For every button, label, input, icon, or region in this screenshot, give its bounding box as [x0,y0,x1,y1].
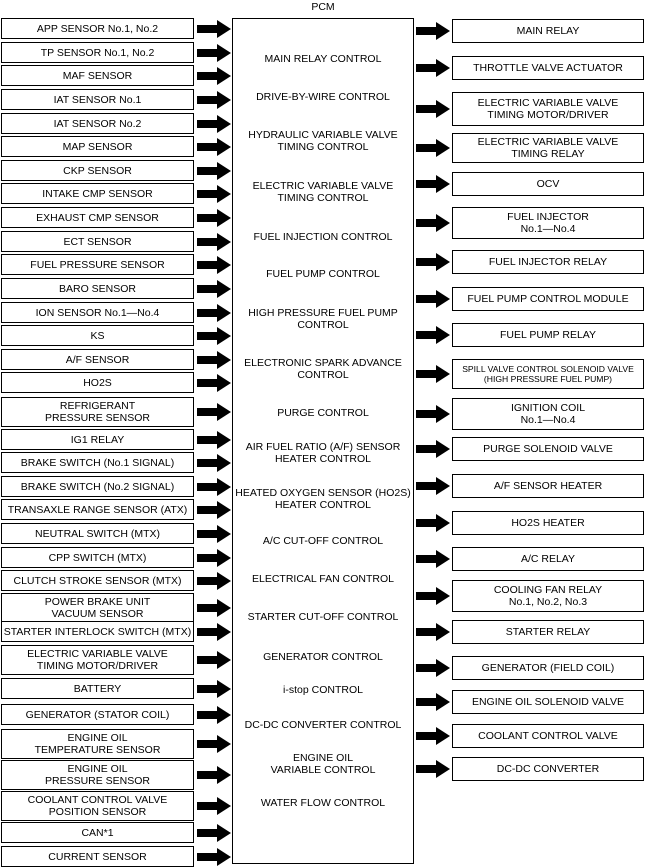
pcm-function-7: HIGH PRESSURE FUEL PUMP CONTROL [248,307,398,331]
input-signal-34 [1,846,194,867]
output-device-2 [452,56,644,80]
input-signal-33-label: CAN*1 [81,826,114,839]
input-signal-18-label: IG1 RELAY [70,433,125,446]
input-signal-12-label: BARO SENSOR [58,282,137,295]
input-signal-28-label: BATTERY [73,682,122,695]
output-device-12-label: PURGE SOLENOID VALVE [483,443,613,455]
output-device-1 [452,19,644,43]
output-device-2-label: THROTTLE VALVE ACTUATOR [473,62,623,74]
input-signal-23 [1,547,194,568]
input-signal-32-label: COOLANT CONTROL VALVE POSITION SENSOR [27,794,168,818]
output-device-16-label: COOLING FAN RELAY No.1, No.2, No.3 [493,584,603,608]
output-device-4-label: ELECTRIC VARIABLE VALVE TIMING RELAY [477,136,619,160]
input-signal-32 [1,791,194,821]
output-device-17-label: STARTER RELAY [505,626,591,638]
input-signal-25 [1,593,194,623]
pcm-function-2: DRIVE-BY-WIRE CONTROL [256,91,390,103]
input-signal-9 [1,207,194,228]
input-signal-17-label: REFRIGERANT PRESSURE SENSOR [44,400,151,424]
input-arrow-21 [197,501,231,519]
output-device-3 [452,92,644,126]
input-arrow-30 [197,735,231,753]
output-arrow-21 [416,760,450,778]
input-signal-26-label: STARTER INTERLOCK SWITCH (MTX) [3,625,192,638]
input-signal-19 [1,452,194,473]
output-device-4 [452,133,644,163]
input-signal-27-label: ELECTRIC VARIABLE VALVE TIMING MOTOR/DRIVER [27,648,168,672]
input-signal-15-label: A/F SENSOR [65,353,130,366]
pcm-function-4: ELECTRIC VARIABLE VALVE TIMING CONTROL [252,180,394,204]
input-signal-8-label: INTAKE CMP SENSOR [42,187,153,200]
output-arrow-9 [416,326,450,344]
output-arrow-16 [416,587,450,605]
output-device-11 [452,398,644,430]
output-arrow-7 [416,253,450,271]
input-arrow-27 [197,651,231,669]
input-arrow-22 [197,525,231,543]
input-arrow-10 [197,233,231,251]
input-signal-16-label: HO2S [83,376,112,389]
input-arrow-20 [197,478,231,496]
input-signal-17 [1,397,194,427]
output-arrow-8 [416,290,450,308]
output-device-11-label: IGNITION COIL No.1—No.4 [510,402,586,426]
input-signal-14 [1,325,194,346]
input-signal-2 [1,42,194,63]
pcm-function-6: FUEL PUMP CONTROL [266,268,380,280]
input-arrow-25 [197,599,231,617]
input-arrow-5 [197,115,231,133]
input-signal-23-label: CPP SWITCH (MTX) [48,551,147,564]
pcm-block [232,18,414,864]
output-arrow-13 [416,477,450,495]
input-signal-6 [1,136,194,157]
input-signal-4-label: IAT SENSOR No.1 [53,93,142,106]
input-signal-3-label: MAF SENSOR [62,69,133,82]
pcm-function-3: HYDRAULIC VARIABLE VALVE TIMING CONTROL [248,129,398,153]
output-device-14-label: HO2S HEATER [511,517,585,529]
input-arrow-32 [197,797,231,815]
pcm-function-1: MAIN RELAY CONTROL [264,53,382,65]
pcm-title: PCM [311,1,335,13]
input-arrow-2 [197,44,231,62]
input-signal-31-label: ENGINE OIL PRESSURE SENSOR [44,763,151,787]
pcm-function-9: PURGE CONTROL [277,407,369,419]
pcm-function-16: i-stop CONTROL [283,684,363,696]
input-arrow-6 [197,138,231,156]
output-arrow-3 [416,100,450,118]
input-signal-29-label: GENERATOR (STATOR COIL) [25,708,170,721]
pcm-function-14: STARTER CUT-OFF CONTROL [247,611,399,623]
output-arrow-1 [416,22,450,40]
output-arrow-15 [416,550,450,568]
output-arrow-20 [416,727,450,745]
input-signal-30 [1,729,194,759]
input-arrow-26 [197,623,231,641]
input-arrow-31 [197,766,231,784]
input-arrow-9 [197,209,231,227]
input-signal-10-label: ECT SENSOR [63,235,132,248]
input-signal-26 [1,621,194,642]
input-signal-25-label: POWER BRAKE UNIT VACUUM SENSOR [44,596,151,620]
input-arrow-18 [197,431,231,449]
output-arrow-2 [416,59,450,77]
input-signal-7 [1,160,194,181]
output-device-19 [452,690,644,714]
input-arrow-13 [197,304,231,322]
input-signal-19-label: BRAKE SWITCH (No.1 SIGNAL) [20,456,175,469]
input-arrow-24 [197,572,231,590]
output-device-21-label: DC-DC CONVERTER [496,763,600,775]
output-device-7-label: FUEL INJECTOR RELAY [488,256,608,268]
input-signal-12 [1,278,194,299]
output-device-8-label: FUEL PUMP CONTROL MODULE [467,293,629,305]
input-signal-15 [1,349,194,370]
input-arrow-8 [197,185,231,203]
input-signal-8 [1,183,194,204]
input-arrow-34 [197,848,231,866]
output-device-5-label: OCV [536,178,560,190]
pcm-function-19: WATER FLOW CONTROL [260,797,386,809]
output-device-7 [452,250,644,274]
pcm-function-8: ELECTRONIC SPARK ADVANCE CONTROL [244,357,402,381]
pcm-function-13: ELECTRICAL FAN CONTROL [252,573,394,585]
output-arrow-10 [416,365,450,383]
output-device-13 [452,474,644,498]
input-arrow-1 [197,20,231,38]
output-device-16 [452,580,644,612]
pcm-function-10: AIR FUEL RATIO (A/F) SENSOR HEATER CONTROL [245,441,401,465]
input-arrow-14 [197,327,231,345]
input-arrow-7 [197,162,231,180]
output-device-6-label: FUEL INJECTOR No.1—No.4 [507,211,589,235]
output-device-3-label: ELECTRIC VARIABLE VALVE TIMING MOTOR/DRIVER [477,97,619,121]
pcm-function-11: HEATED OXYGEN SENSOR (HO2S) HEATER CONTROL [235,487,411,511]
input-arrow-16 [197,374,231,392]
output-device-1-label: MAIN RELAY [516,25,580,37]
output-device-15-label: A/C RELAY [520,553,576,565]
output-device-10-label: SPILL VALVE CONTROL SOLENOID VALVE (HIGH PRESSURE FUEL PUMP) [462,364,634,384]
input-arrow-28 [197,680,231,698]
output-device-9-label: FUEL PUMP RELAY [499,329,597,341]
output-device-20 [452,724,644,748]
input-arrow-4 [197,91,231,109]
input-signal-24-label: CLUTCH STROKE SENSOR (MTX) [13,574,182,587]
output-arrow-4 [416,139,450,157]
output-arrow-18 [416,659,450,677]
input-arrow-3 [197,67,231,85]
input-arrow-17 [197,403,231,421]
output-device-14 [452,511,644,535]
pcm-function-17: DC-DC CONVERTER CONTROL [244,719,402,731]
output-device-12 [452,437,644,461]
input-signal-2-label: TP SENSOR No.1, No.2 [40,46,155,59]
output-device-21 [452,757,644,781]
output-arrow-17 [416,623,450,641]
input-signal-22 [1,523,194,544]
input-signal-13 [1,302,194,323]
input-signal-11 [1,254,194,275]
output-device-13-label: A/F SENSOR HEATER [493,480,603,492]
input-signal-1 [1,18,194,39]
input-signal-10 [1,231,194,252]
pcm-function-12: A/C CUT-OFF CONTROL [262,535,384,547]
pcm-function-5: FUEL INJECTION CONTROL [253,231,393,243]
output-device-5 [452,172,644,196]
input-signal-31 [1,760,194,790]
input-signal-21-label: TRANSAXLE RANGE SENSOR (ATX) [7,503,188,516]
output-arrow-6 [416,214,450,232]
input-signal-4 [1,89,194,110]
input-arrow-12 [197,280,231,298]
output-arrow-19 [416,693,450,711]
input-signal-27 [1,645,194,675]
output-device-9 [452,323,644,347]
output-device-18 [452,656,644,680]
input-arrow-15 [197,351,231,369]
input-signal-20 [1,476,194,497]
input-signal-11-label: FUEL PRESSURE SENSOR [30,258,165,271]
output-device-20-label: COOLANT CONTROL VALVE [478,730,618,742]
input-signal-28 [1,678,194,699]
input-signal-20-label: BRAKE SWITCH (No.2 SIGNAL) [20,480,175,493]
input-signal-24 [1,570,194,591]
output-device-6 [452,207,644,239]
input-signal-3 [1,65,194,86]
output-arrow-5 [416,175,450,193]
input-signal-7-label: CKP SENSOR [63,164,132,177]
output-arrow-11 [416,405,450,423]
input-signal-29 [1,704,194,725]
input-signal-14-label: KS [90,329,105,342]
input-signal-18 [1,429,194,450]
input-arrow-33 [197,824,231,842]
pcm-function-18: ENGINE OIL VARIABLE CONTROL [270,752,376,776]
output-device-8 [452,287,644,311]
output-arrow-12 [416,440,450,458]
output-device-18-label: GENERATOR (FIELD COIL) [481,662,615,674]
input-signal-13-label: ION SENSOR No.1—No.4 [35,306,160,319]
input-signal-1-label: APP SENSOR No.1, No.2 [36,22,159,35]
input-signal-16 [1,372,194,393]
input-arrow-29 [197,706,231,724]
input-signal-9-label: EXHAUST CMP SENSOR [36,211,159,224]
input-signal-34-label: CURRENT SENSOR [48,850,147,863]
input-signal-5-label: IAT SENSOR No.2 [53,117,142,130]
input-arrow-23 [197,549,231,567]
input-signal-22-label: NEUTRAL SWITCH (MTX) [34,527,161,540]
input-arrow-11 [197,256,231,274]
input-arrow-19 [197,454,231,472]
output-arrow-14 [416,514,450,532]
input-signal-5 [1,113,194,134]
pcm-function-15: GENERATOR CONTROL [263,651,383,663]
output-device-15 [452,547,644,571]
output-device-10 [452,359,644,389]
output-device-17 [452,620,644,644]
output-device-19-label: ENGINE OIL SOLENOID VALVE [471,696,625,708]
input-signal-21 [1,499,194,520]
input-signal-33 [1,822,194,843]
input-signal-30-label: ENGINE OIL TEMPERATURE SENSOR [34,732,161,756]
input-signal-6-label: MAP SENSOR [62,140,133,153]
